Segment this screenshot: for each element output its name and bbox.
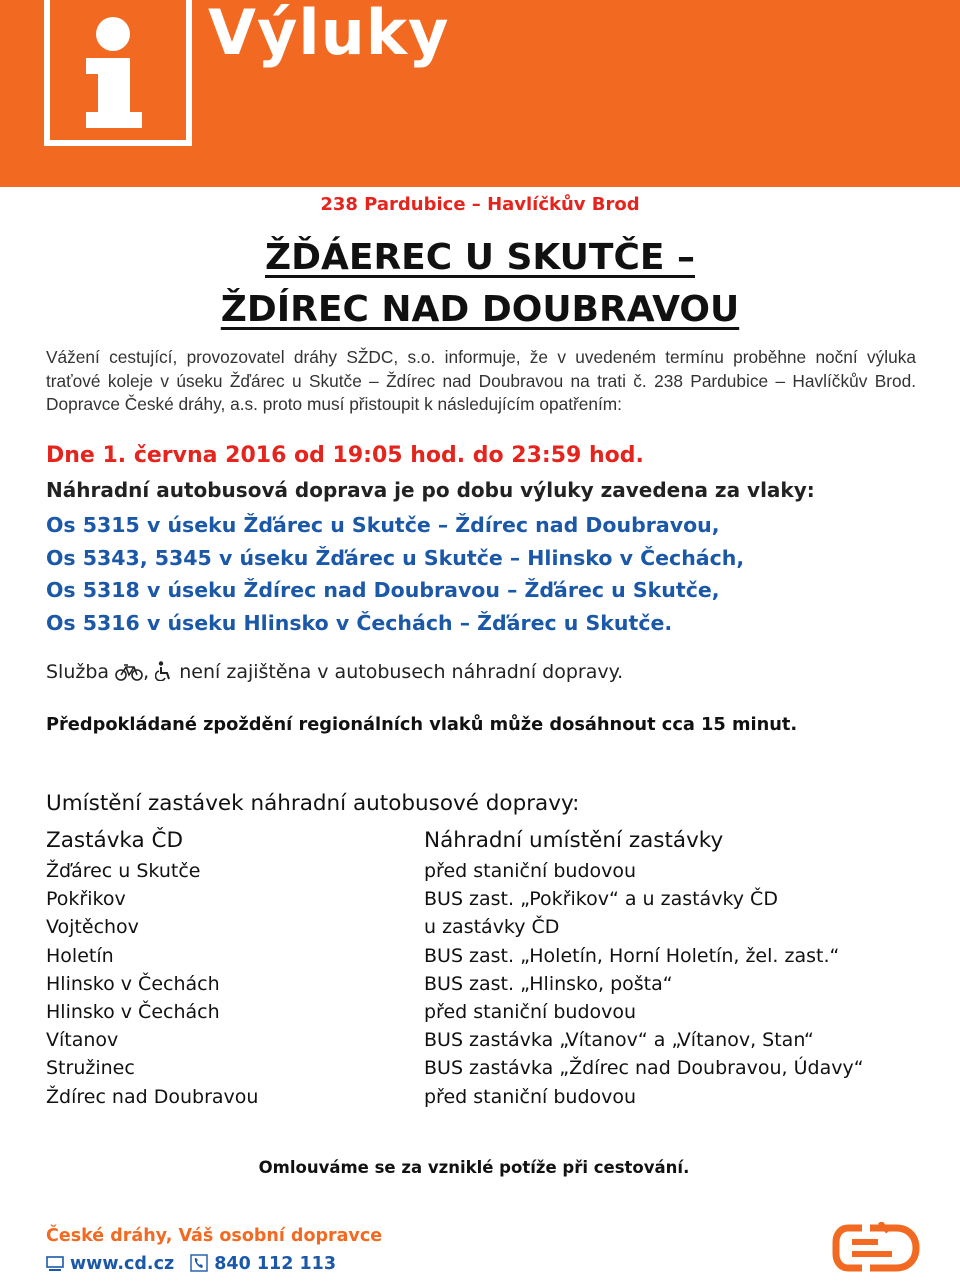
station-cell: Stružinec <box>46 1057 135 1080</box>
table-row <box>46 857 926 885</box>
replacement-intro: Náhradní autobusová doprava je po dobu výluky zavedena za vlaky: <box>46 478 815 502</box>
location-cell: BUS zast. „Holetín, Horní Holetín, žel. zast.“ <box>424 944 840 967</box>
intro-paragraph: Vážení cestující, provozovatel dráhy SŽDC, s.o. informuje, že v uvedeném termínu proběhne noční výluka traťové koleje v úseku Žďárec u Skutče – Ždírec nad Doubravou na trati č. 238 Pardubice – Havlíčkův Brod. Dopravce České dráhy, a.s. proto musí přistoupit k následujícím opatřením: <box>46 347 916 414</box>
location-cell: před staniční budovou <box>424 1085 637 1108</box>
service-notice <box>46 661 623 686</box>
service-suffix: není zajištěna v autobusech náhradní dopravy. <box>179 661 624 683</box>
stops-table <box>46 824 926 1111</box>
station-cell: Hlinsko v Čechách <box>46 972 220 995</box>
location-cell: u zastávky ČD <box>424 916 560 939</box>
station-cell: Hlinsko v Čechách <box>46 1001 220 1024</box>
info-icon <box>44 0 192 146</box>
station-cell: Holetín <box>46 944 114 967</box>
station-cell: Pokřikov <box>46 888 126 911</box>
column-header-replacement: Náhradní umístění zastávky <box>424 828 724 853</box>
table-row <box>46 1083 926 1111</box>
header-title: Výluky <box>208 0 450 69</box>
location-cell: BUS zastávka „Ždírec nad Doubravou, Údavy“ <box>424 1057 864 1080</box>
stops-heading: Umístění zastávek náhradní autobusové dopravy: <box>46 791 580 816</box>
table-row <box>46 1026 926 1054</box>
location-cell: před staniční budovou <box>424 860 637 883</box>
column-header-station: Zastávka ČD <box>46 828 184 853</box>
route-label: 238 Pardubice – Havlíčkův Brod <box>320 194 640 215</box>
closure-dates: Dne 1. června 2016 od 19:05 hod. do 23:59 hod. <box>46 443 644 468</box>
computer-icon <box>46 1256 64 1277</box>
title-line-1: ŽĎÁEREC U SKUTČE – <box>265 237 695 278</box>
table-row <box>46 998 926 1026</box>
train-item: Os 5316 v úseku Hlinsko v Čechách – Žďárec u Skutče. <box>46 610 673 635</box>
table-row <box>46 1054 926 1082</box>
phone-icon <box>190 1254 208 1277</box>
phone-link[interactable] <box>190 1254 336 1277</box>
station-cell: Vítanov <box>46 1029 119 1052</box>
location-cell: před staniční budovou <box>424 1001 637 1024</box>
station-cell: Vojtěchov <box>46 916 139 939</box>
website-text: www.cd.cz <box>70 1254 175 1274</box>
website-link[interactable] <box>46 1254 174 1277</box>
phone-text: 840 112 113 <box>214 1254 337 1274</box>
table-row <box>46 970 926 998</box>
delay-notice: Předpokládané zpoždění regionálních vlaků může dosáhnout cca 15 minut. <box>46 714 798 735</box>
train-item: Os 5318 v úseku Ždírec nad Doubravou – Žďárec u Skutče, <box>46 578 720 602</box>
page-title <box>0 232 960 336</box>
table-row <box>46 885 926 913</box>
location-cell: BUS zastávka „Vítanov“ a „Vítanov, Stan“ <box>424 1029 814 1052</box>
train-item: Os 5343, 5345 v úseku Žďárec u Skutče – Hlinsko v Čechách, <box>46 545 745 570</box>
table-row <box>46 913 926 941</box>
table-row <box>46 942 926 970</box>
service-separator: , <box>143 661 150 683</box>
cd-logo <box>832 1222 920 1278</box>
location-cell: BUS zast. „Hlinsko, pošta“ <box>424 972 673 995</box>
station-cell: Žďárec u Skutče <box>46 860 201 883</box>
station-cell: Ždírec nad Doubravou <box>46 1085 259 1108</box>
header-banner <box>0 0 960 187</box>
footer-contacts <box>46 1254 346 1277</box>
title-line-2: ŽDÍREC NAD DOUBRAVOU <box>220 289 740 330</box>
bicycle-icon <box>115 663 143 686</box>
apology-text: Omlouváme se za vzniklé potíže při cestování. <box>258 1158 690 1177</box>
train-list <box>46 509 744 639</box>
service-prefix: Služba <box>46 661 110 683</box>
table-header-row <box>46 824 926 857</box>
location-cell: BUS zast. „Pokřikov“ a u zastávky ČD <box>424 888 778 911</box>
footer-slogan: České dráhy, Váš osobní dopravce <box>46 1226 383 1246</box>
wheelchair-icon <box>155 661 173 686</box>
train-item: Os 5315 v úseku Žďárec u Skutče – Ždírec nad Doubravou, <box>46 513 720 537</box>
